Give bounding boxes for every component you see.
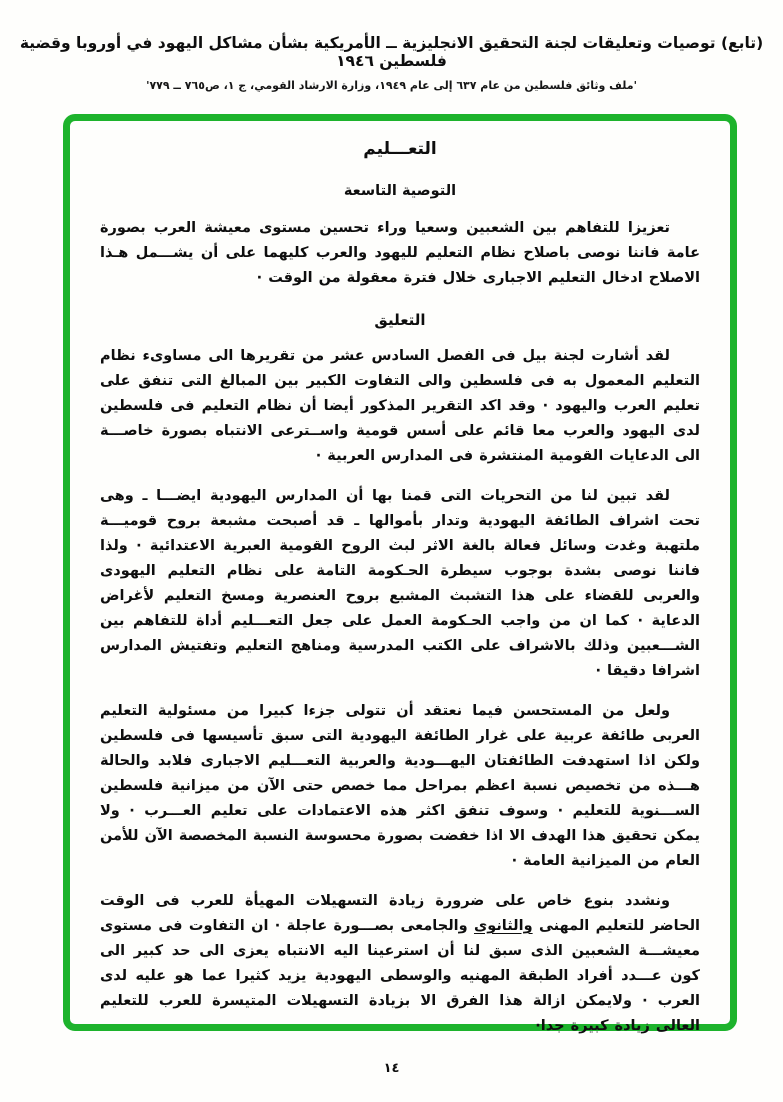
document-frame (63, 114, 737, 1034)
section-title-education: التعـــليم (363, 139, 437, 159)
underlined-word-secondary: والثانوى (473, 918, 533, 934)
comment-paragraph-2: لقد تبين لنا من التحريات التى قمنا بها أن المدارس اليهودية ايضـــا ـ وهى تحت اشراف الطائفة اليهودية وتدار بأموالها ـ قد أصبحت مشبعة بروح قوميـــة ملتهبة وغدت وسائل فعالة بالغة الاثر لبث الروح القومية العبرية الاعتدائية · ولذا فاننا نوصى بشدة بوجوب سيطرة الحـكومة التامة على نظام التعليم اليهودى والعربى للقضاء على هذا التشبث المشبع بروح العنصرية ومسخ التعليم لأغراض الدعاية · كما ان من واجب الحـكومة العمل على جعل التعـــليم أداة للتفاهم بين الشـــعبين وذلك بالاشراف على الكتب المدرسية ومناهج التعليم وتفتيش المدارس اشرافا دقيقا · (100, 488, 700, 679)
document-header (0, 34, 783, 92)
comment-paragraph-4 (100, 889, 700, 1039)
comment-paragraph-1: لقد أشارت لجنة بيل فى الفصل السادس عشر من تقريرها الى مساوىء نظام التعليم المعمول به فى فلسطين والى التفاوت الكبير بين المبالغ التى تنفق على تعليم العرب واليهود · وقد اكد التقرير المذكور أيضا أن نظام التعليم فى فلسطين لدى اليهود والعرب معا قائم على أسس قومية واســترعى الانتباه بصورة خاصـــة الى الدعايات القومية المنتشرة فى المدارس العربية · (100, 348, 700, 464)
recommendation-heading: التوصية التاسعة (343, 183, 457, 199)
header-title-line: (تابع) توصيات وتعليقات لجنة التحقيق الانجليزية ــ الأمريكية بشأن مشاكل اليهود في أوروبا وقضية فلسطين ١٩٤٦ (19, 34, 764, 70)
comment-paragraph-3: ولعل من المستحسن فيما نعتقد أن تتولى جزءا كبيرا من مسئولية التعليم العربى طائفة عربية على غرار الطائفة اليهودية التى سبق تأسيسها فى فلسطين ولكن اذا استهدفت الطائفتان اليهـــودية والعربية التعـــليم الاجبارى فلابد والحالة هـــذه من تخصيص نسبة اعظم بمراحل مما خصص حتى الآن من ميزانية فلسطين الســـنوية للتعليم · وسوف تنفق اكثر هذه الاعتمادات على تعليم العـــرب · ولا يمكن تحقيق هذا الهدف الا اذا خفضت بصورة محسوسة النسبة المخصصة الآن للأمن العام من الميزانية العامة · (100, 703, 700, 869)
final-paragraph-start: ونشدد بنوع خاص على ضرورة زيادة التسهيلات المهيأة للعرب فى الوقت الحاضر للتعليم المهنى (100, 893, 700, 934)
header-citation-line: 'ملف وثائق فلسطين من عام ٦٣٧ إلى عام ١٩٤٩، وزارة الارشاد القومي، ج ١، ص٧٦٥ ــ ٧٧٩' (146, 79, 637, 92)
page-number: ١٤ (383, 1061, 400, 1076)
comment-heading: التعليق (374, 311, 426, 329)
final-paragraph-end: والجامعى بصـــورة عاجلة · ان التفاوت فى مستوى معيشـــة الشعبين الذى سبق لنا أن استرعينا اليه الانتباه يعزى الى حد كبير الى كون عـــدد أفراد الطبقة المهنيه والوسطى اليهودية يزيد كثيرا عما هو عليه لدى العرب · ولايمكن ازالة هذا الفرق الا بزيادة التسهيلات المتيسرة للعرب للتعليم العالى زيادة كبيرة جدا· (100, 918, 700, 1034)
recommendation-paragraph: تعزيزا للتفاهم بين الشعبين وسعيا وراء تحسين مستوى معيشة العرب بصورة عامة فاننا نوصى باصلاح نظام التعليم لليهود والعرب كليهما على أن يشـــمل هـذا الاصلاح ادخال التعليم الاجبارى خلال فترة معقولة من الوقت · (100, 220, 700, 286)
